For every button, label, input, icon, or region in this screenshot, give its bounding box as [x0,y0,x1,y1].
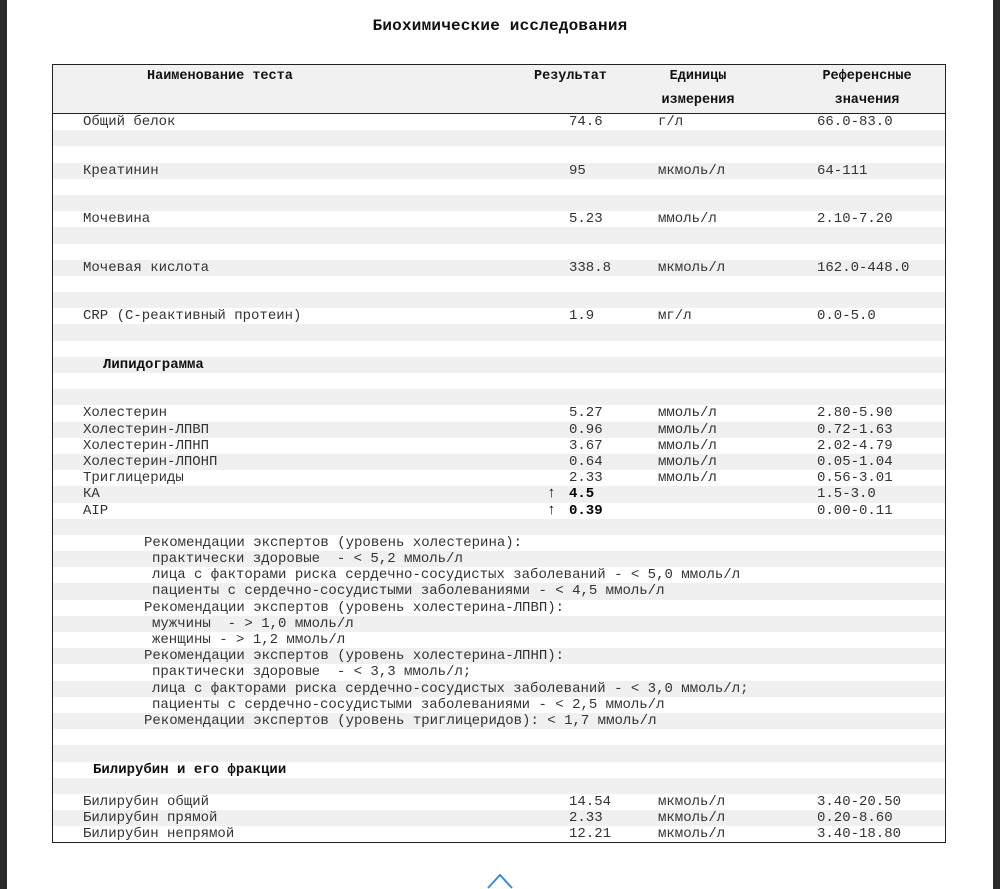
window-edge-left [0,0,7,889]
section-title: Липидограмма [103,356,204,373]
header-units-line1: Единицы [669,69,727,84]
test-name: Билирубин непрямой [83,826,235,843]
test-result: 74.6 [569,114,603,130]
section-row [53,762,945,778]
blank-row [53,341,945,357]
table-header [53,65,945,114]
recommendation-text: практически здоровые - < 5,2 ммоль/л [152,551,463,568]
test-name: Холестерин-ЛПВП [83,421,210,438]
note-row [53,664,945,680]
test-unit: ммоль/л [658,470,717,487]
test-result: 5.27 [569,405,603,422]
test-reference: 0.0-5.0 [817,308,876,325]
table-row [53,405,945,421]
table-row [53,211,945,227]
note-row [53,648,945,664]
blank-row [53,130,945,146]
recommendation-text: Рекомендации экспертов (уровень холестерина-ЛПВП): [144,599,565,616]
table-row [53,470,945,486]
table-body [53,114,945,842]
test-name: Билирубин общий [83,793,210,810]
test-result: 0.39 [569,502,603,519]
blank-row [53,745,945,761]
test-result: 2.33 [569,810,603,827]
note-row [53,535,945,551]
test-name: Триглицериды [83,470,184,487]
recommendation-text: практически здоровые - < 3,3 ммоль/л; [152,664,472,681]
recommendation-text: Рекомендации экспертов (уровень холестерина-ЛПНП): [144,648,565,665]
header-result: Результат [534,69,607,84]
test-result: 95 [569,162,586,179]
test-name: AIP [83,502,109,519]
test-result: 14.54 [569,793,612,810]
test-reference: 3.40-20.50 [817,793,902,810]
test-unit: ммоль/л [658,437,717,454]
header-units-line2: измерения [661,93,735,108]
recommendation-text: Рекомендации экспертов (уровень триглицеридов): < 1,7 ммоль/л [144,712,657,729]
table-row [53,826,945,842]
blank-row [53,324,945,340]
test-unit: ммоль/л [658,211,717,228]
test-unit: мг/л [658,308,692,325]
recommendation-text: пациенты с сердечно-сосудистыми заболеваниями - < 2,5 ммоль/л [152,696,665,713]
table-row [53,503,945,519]
test-unit: мкмоль/л [658,793,726,810]
test-reference: 0.20-8.60 [817,810,893,827]
test-name: Холестерин-ЛПНП [83,437,210,454]
table-row [53,114,945,130]
test-reference: 1.5-3.0 [817,486,876,503]
test-reference: 3.40-18.80 [817,826,902,843]
note-row [53,551,945,567]
note-row [53,681,945,697]
note-row [53,713,945,729]
test-name: Креатинин [83,162,159,179]
table-row [53,438,945,454]
test-unit: г/л [658,114,684,130]
blank-row [53,244,945,260]
note-row [53,567,945,583]
blank-row [53,276,945,292]
note-row [53,697,945,713]
header-reference [811,65,923,113]
blank-row [53,729,945,745]
test-name: Общий белок [83,114,176,130]
test-reference: 2.10-7.20 [817,211,893,228]
blank-row [53,373,945,389]
test-result: 3.67 [569,437,603,454]
blank-row [53,778,945,794]
recommendation-text: пациенты с сердечно-сосудистыми заболеваниями - < 4,5 ммоль/л [152,583,665,600]
test-name: КА [83,486,100,503]
test-result: 5.23 [569,211,603,228]
test-unit: мкмоль/л [658,162,726,179]
results-table [52,64,946,843]
table-row [53,486,945,502]
test-result: 4.5 [569,486,595,503]
recommendation-text: женщины - > 1,2 ммоль/л [152,632,346,648]
test-reference: 0.00-0.11 [817,502,893,519]
note-row [53,616,945,632]
test-unit: ммоль/л [658,421,717,438]
test-result: 2.33 [569,470,603,487]
recommendation-text: лица с факторами риска сердечно-сосудистых заболеваний - < 3,0 ммоль/л; [152,680,749,697]
test-reference: 162.0-448.0 [817,259,910,276]
header-test-name: Наименование теста [147,69,293,84]
test-result: 1.9 [569,308,595,325]
test-reference: 2.02-4.79 [817,437,893,454]
blank-row [53,227,945,243]
test-name: Билирубин прямой [83,810,218,827]
test-name: Холестерин [83,405,168,422]
blank-row [53,195,945,211]
table-row [53,422,945,438]
test-unit: ммоль/л [658,453,717,470]
test-result: 338.8 [569,259,612,276]
blank-row [53,389,945,405]
header-reference-line1: Референсные [822,69,912,84]
blank-row [53,519,945,535]
test-name: Мочевина [83,211,151,228]
blank-row [53,179,945,195]
test-name: CRP (С-реактивный протеин) [83,308,302,325]
note-row [53,583,945,599]
chevron-up-icon[interactable] [486,873,514,889]
section-row [53,357,945,373]
table-row [53,260,945,276]
test-result: 12.21 [569,826,612,843]
test-unit: мкмоль/л [658,826,726,843]
recommendation-text: лица с факторами риска сердечно-сосудистых заболеваний - < 5,0 ммоль/л [152,567,741,584]
test-unit: ммоль/л [658,405,717,422]
table-row [53,163,945,179]
table-row [53,308,945,324]
up-arrow-icon: ↑ [547,485,557,503]
test-reference: 0.05-1.04 [817,453,893,470]
table-row [53,810,945,826]
table-row [53,454,945,470]
test-result: 0.64 [569,453,603,470]
note-row [53,600,945,616]
test-name: Холестерин-ЛПОНП [83,453,218,470]
note-row [53,632,945,648]
test-unit: мкмоль/л [658,259,726,276]
recommendation-text: Рекомендации экспертов (уровень холестерина): [144,534,523,551]
table-row [53,794,945,810]
blank-row [53,292,945,308]
test-reference: 66.0-83.0 [817,114,893,130]
test-name: Мочевая кислота [83,259,210,276]
test-reference: 0.56-3.01 [817,470,893,487]
test-reference: 2.80-5.90 [817,405,893,422]
test-result: 0.96 [569,421,603,438]
recommendation-text: мужчины - > 1,0 ммоль/л [152,615,354,632]
test-reference: 0.72-1.63 [817,421,893,438]
blank-row [53,146,945,162]
section-title: Билирубин и его фракции [93,761,287,778]
up-arrow-icon: ↑ [547,501,557,519]
document-title: Биохимические исследования [372,17,628,35]
header-units [653,65,743,113]
header-reference-line2: значения [834,93,900,108]
test-reference: 64-111 [817,162,868,179]
window-edge-right [993,0,1000,889]
test-unit: мкмоль/л [658,810,726,827]
